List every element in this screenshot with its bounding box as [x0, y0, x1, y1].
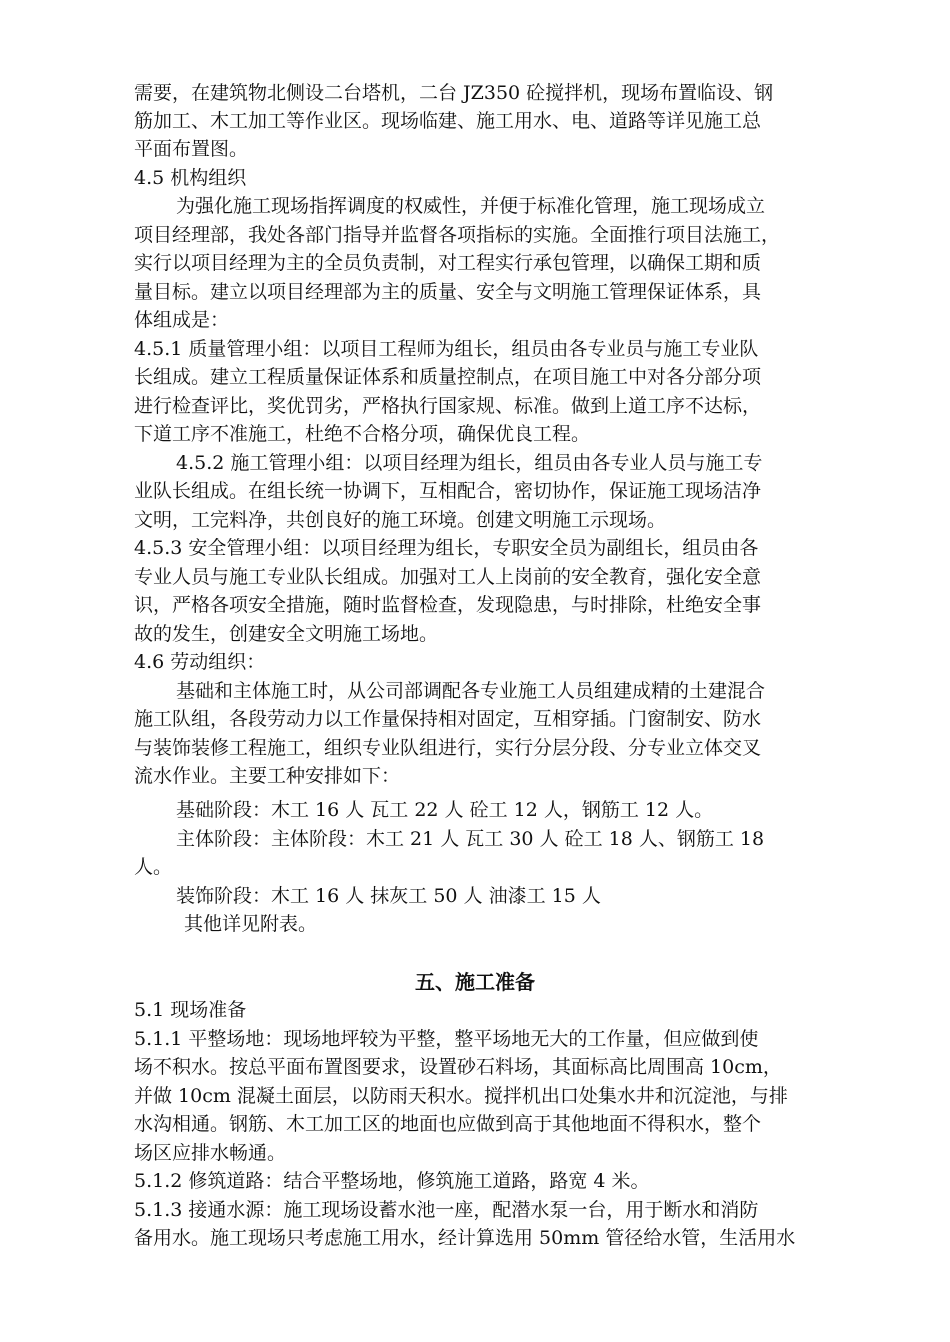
- section-heading: 4.6 劳动组织：: [134, 651, 266, 673]
- text-line: 专业人员与施工专业队长组成。加强对工人上岗前的安全教育，强化安全意: [134, 566, 762, 588]
- text-line: 5.1.2 修筑道路：结合平整场地，修筑施工道路，路宽 4 米。: [134, 1170, 650, 1192]
- text-line: 其他详见附表。: [184, 913, 318, 935]
- text-line: 4.5.2 施工管理小组：以项目经理为组长，组员由各专业人员与施工专: [176, 452, 763, 474]
- text-line: 与装饰装修工程施工，组织专业队组进行，实行分层分段、分专业立体交叉: [134, 737, 762, 759]
- text-line: 需要，在建筑物北侧设二台塔机，二台 JZ350 砼搅拌机，现场布置临设、钢: [134, 82, 774, 104]
- text-line: 实行以项目经理为主的全员负责制，对工程实行承包管理，以确保工期和质: [134, 252, 762, 274]
- text-line: 项目经理部，我处各部门指导并监督各项指标的实施。全面推行项目法施工，: [134, 224, 781, 246]
- text-line: 体组成是：: [134, 309, 230, 331]
- section-heading: 5.1 现场准备: [134, 999, 247, 1021]
- text-line: 文明，工完料净，共创良好的施工环境。创建文明施工示现场。: [134, 509, 667, 531]
- text-line: 场区应排水畅通。: [134, 1142, 287, 1164]
- text-line: 基础阶段：木工 16 人 瓦工 22 人 砼工 12 人，钢筋工 12 人。: [176, 799, 714, 821]
- text-line: 故的发生，创建安全文明施工场地。: [134, 623, 439, 645]
- text-line: 备用水。施工现场只考虑施工用水，经计算选用 50mm 管径给水管，生活用水: [134, 1227, 796, 1249]
- text-line: 4.5.3 安全管理小组：以项目经理为组长，专职安全员为副组长，组员由各: [134, 537, 759, 559]
- text-line: 量目标。建立以项目经理部为主的质量、安全与文明施工管理保证体系，具: [134, 281, 762, 303]
- text-line: 平面布置图。: [134, 138, 249, 160]
- text-line: 水沟相通。钢筋、木工加工区的地面也应做到高于其他地面不得积水，整个: [134, 1113, 762, 1135]
- text-line: 筋加工、木工加工等作业区。现场临建、施工用水、电、道路等详见施工总: [134, 110, 762, 132]
- text-line: 5.1.3 接通水源：施工现场设蓄水池一座，配潜水泵一台，用于断水和消防: [134, 1199, 759, 1221]
- text-line: 5.1.1 平整场地：现场地坪较为平整，整平场地无大的工作量，但应做到使: [134, 1028, 759, 1050]
- text-line: 装饰阶段：木工 16 人 抹灰工 50 人 油漆工 15 人: [176, 885, 601, 907]
- text-line: 流水作业。主要工种安排如下：: [134, 765, 401, 787]
- text-line: 人。: [134, 856, 173, 878]
- text-line: 主体阶段：主体阶段：木工 21 人 瓦工 30 人 砼工 18 人、钢筋工 18: [176, 828, 765, 850]
- text-line: 业队长组成。在组长统一协调下，互相配合，密切协作，保证施工现场洁净: [134, 480, 762, 502]
- text-line: 进行检查评比，奖优罚劣，严格执行国家规、标准。做到上道工序不达标，: [134, 395, 762, 417]
- text-line: 下道工序不准施工，杜绝不合格分项，确保优良工程。: [134, 423, 591, 445]
- text-line: 施工队组，各段劳动力以工作量保持相对固定，互相穿插。门窗制安、防水: [134, 708, 762, 730]
- text-line: 长组成。建立工程质量保证体系和质量控制点，在项目施工中对各分部分项: [134, 366, 762, 388]
- text-line: 基础和主体施工时，从公司部调配各专业施工人员组建成精的土建混合: [176, 680, 766, 702]
- chapter-title: 五、施工准备: [415, 970, 535, 994]
- section-heading: 4.5 机构组织: [134, 167, 247, 189]
- text-line: 4.5.1 质量管理小组：以项目工程师为组长，组员由各专业员与施工专业队: [134, 338, 759, 360]
- text-line: 为强化施工现场指挥调度的权威性，并便于标准化管理，施工现场成立: [176, 195, 766, 217]
- text-line: 并做 10cm 混凝土面层，以防雨天积水。搅拌机出口处集水井和沉淀池，与排: [134, 1085, 788, 1107]
- text-line: 识，严格各项安全措施，随时监督检查，发现隐患，与时排除，杜绝安全事: [134, 594, 762, 616]
- text-line: 场不积水。按总平面布置图要求，设置砂石料场，其面标高比周围高 10cm，: [134, 1056, 782, 1078]
